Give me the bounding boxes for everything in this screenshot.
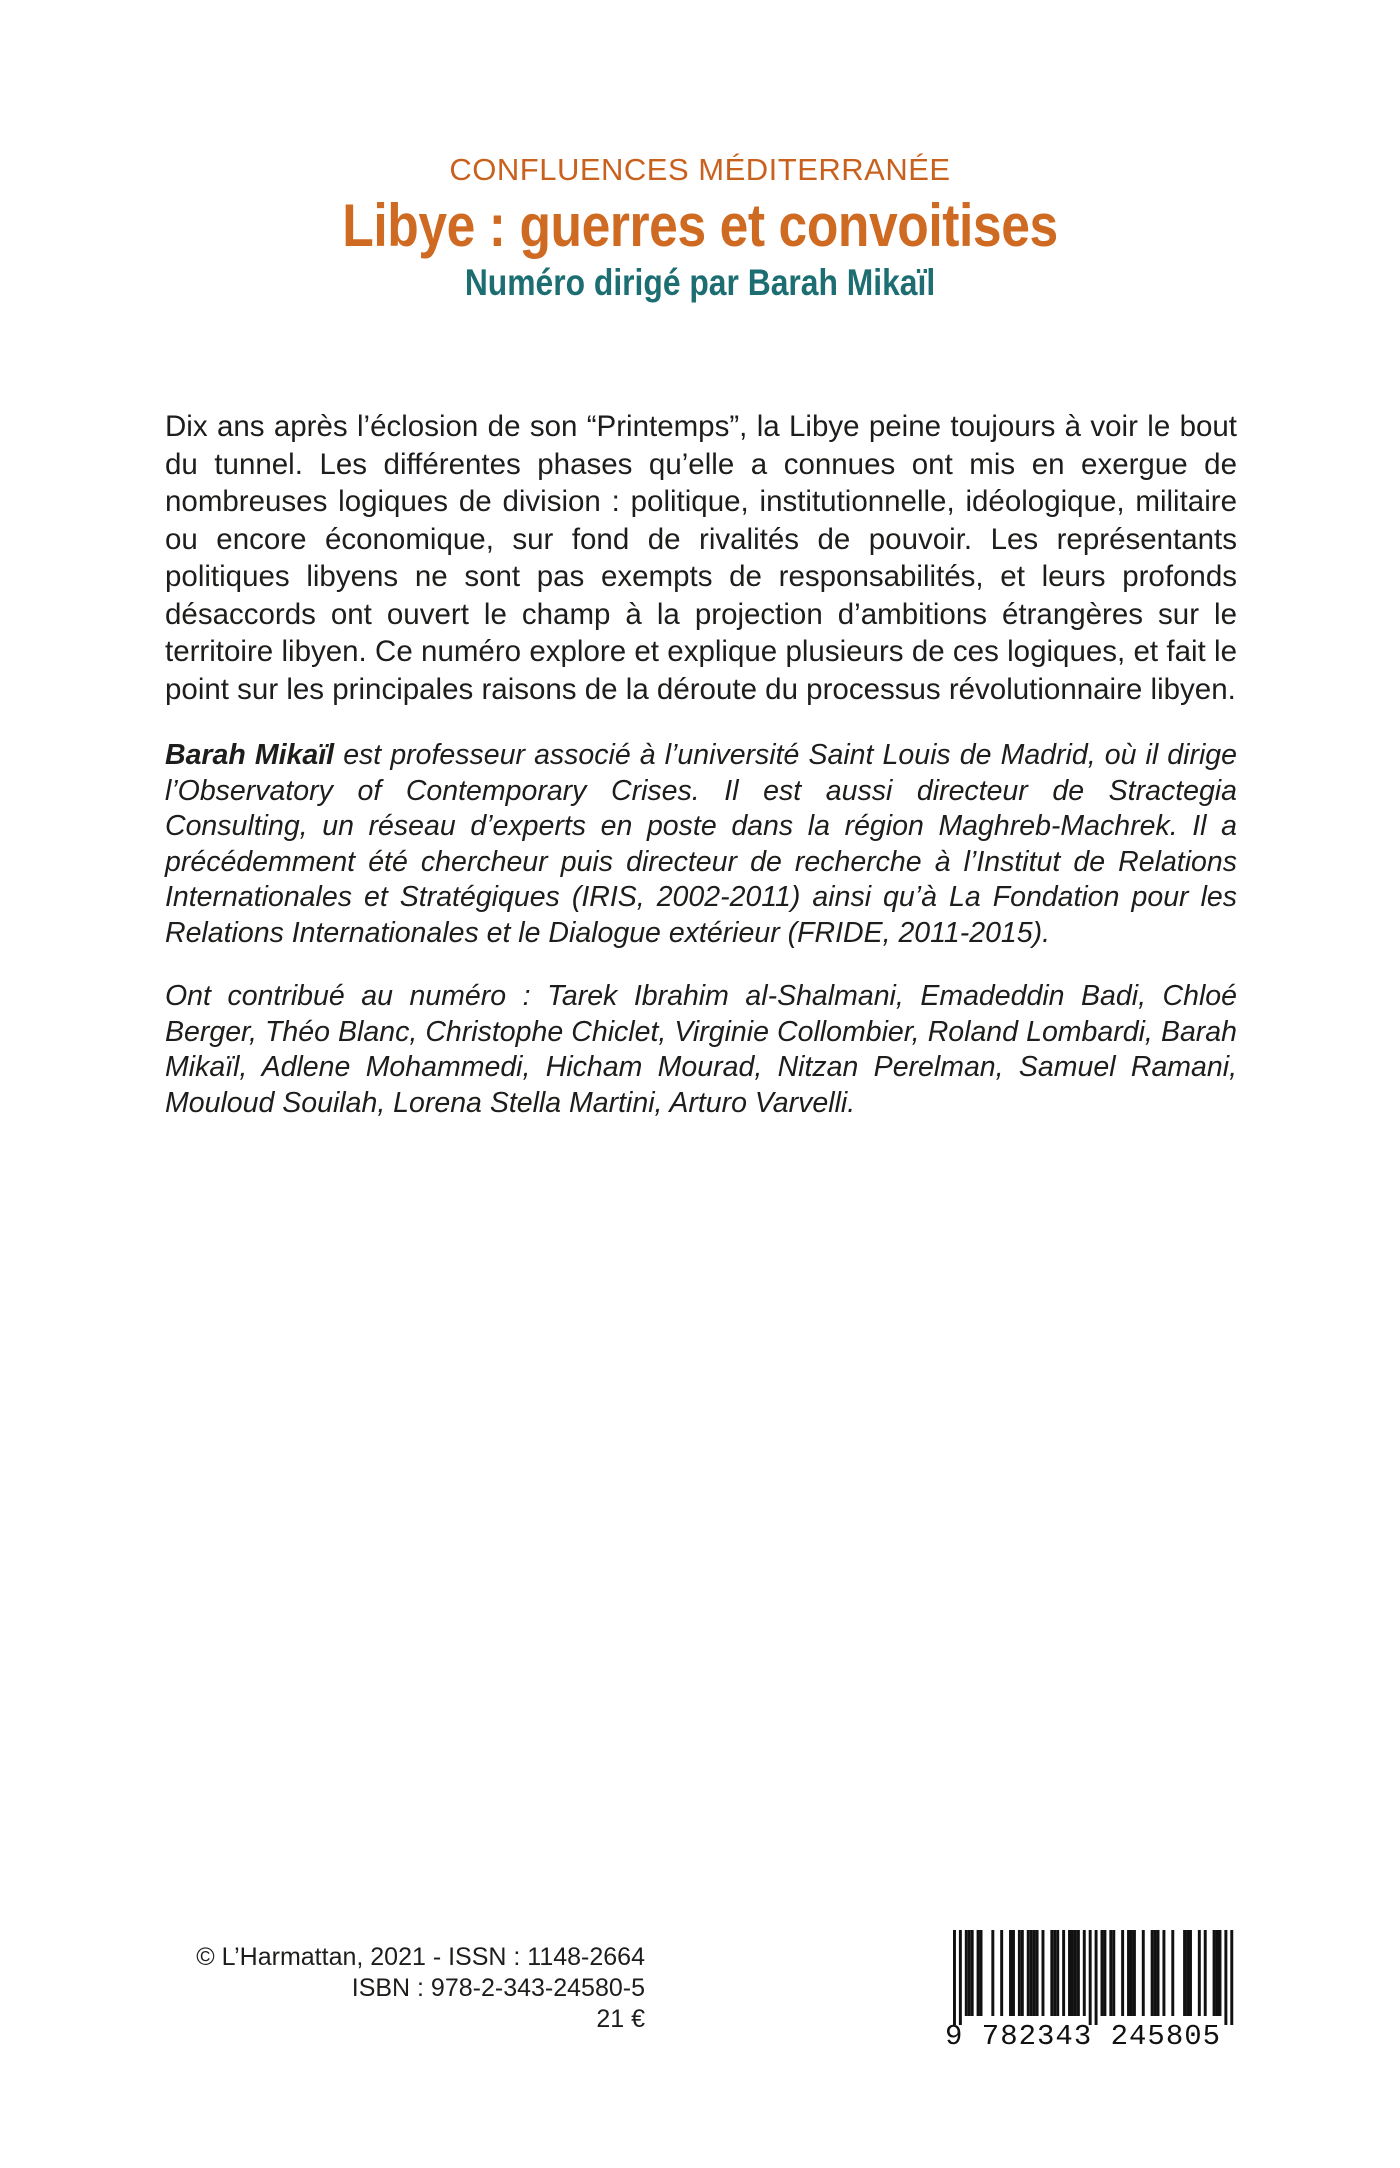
barcode-bar [1036,1930,1039,2016]
isbn-line: ISBN : 978-2-343-24580-5 [351,1974,645,2002]
barcode-bar [959,1930,962,2025]
barcode-bar [1068,1930,1071,2016]
barcode-bar [1157,1930,1160,2016]
barcode-bar [965,1930,968,2016]
barcode-bar [991,1930,994,2016]
cover-header [0,150,1400,306]
barcode-bar [1127,1930,1130,2016]
barcode-bar [1162,1930,1165,2016]
copyright-line: © L’Harmattan, 2021 - ISSN : 1148-2664 [196,1943,645,1971]
publication-info [165,1942,645,2035]
barcode-bar [1186,1930,1189,2016]
barcode-bar [1198,1930,1201,2016]
barcode-bar [980,1930,983,2016]
barcode-bar [1213,1930,1216,2016]
barcode-bar [1074,1930,1077,2016]
price-line: 21 € [596,2005,645,2033]
barcode-bar [1216,1930,1219,2016]
barcode-bar [1130,1930,1133,2016]
barcode-bar [1053,1930,1056,2016]
barcode-bar [1230,1930,1233,2025]
barcode-bar [1204,1930,1207,2016]
barcode-bar [1101,1930,1104,2016]
barcode-bar [1021,1930,1024,2016]
barcode-bar [1219,1930,1222,2016]
barcode-bar [1056,1930,1059,2016]
barcode-bar [1000,1930,1003,2016]
barcode-bar [1089,1930,1092,2025]
barcode-bar [1142,1930,1145,2016]
barcode-bar [977,1930,980,2016]
barcode-bar [1095,1930,1098,2025]
contributors-paragraph: Ont contribué au numéro : Tarek Ibrahim al-Shalmani, Emadeddin Badi, Chloé Berger, Théo Blanc, Christophe Chiclet, Virginie Collombier, Roland Lombardi, Barah Mikaïl, Adlene Mohammedi, Hicham Mourad, Nitzan Perelman, Samuel Ramani, Mouloud Souilah, Lorena Stella Martini, Arturo Varvelli. [165,980,1237,1119]
book-subtitle: Numéro dirigé par Barah Mikaïl [464,262,936,303]
barcode-bar [1109,1930,1112,2016]
author-bio [165,738,1237,951]
barcode-bar [1077,1930,1080,2016]
barcode-bar [1224,1930,1227,2025]
barcode-bar [1033,1930,1036,2016]
author-bio-text: est professeur associé à l’université Saint Louis de Madrid, où il dirige l’Observatory of Contemporary Crises. Il est aussi directeur de Stractegia Consulting, un réseau d’experts en poste dans la région Maghreb-Machrek. Il a précédemment été chercheur puis directeur de recherche à l’Institut de Relations Internationales et Stratégiques (IRIS, 2002-2011) ainsi qu’à La Fondation pour les Relations Internationales et le Dialogue extérieur (FRIDE, 2011-2015). [165,739,1237,949]
barcode-bar [971,1930,974,2016]
author-name: Barah Mikaïl [165,739,335,771]
barcode-bar [1050,1930,1053,2016]
barcode-bar [953,1930,956,2025]
barcode-bar [968,1930,971,2016]
summary-paragraph: Dix ans après l’éclosion de son “Printemps”, la Libye peine toujours à voir le bout du tunnel. Les différentes phases qu’elle a connues ont mis en exergue de nombreuses logiques de division : politique, institutionnelle, idéologique, militaire ou encore économique, sur fond de rivalités de pouvoir. Les représentants politiques libyens ne sont pas exempts de responsabilités, et leurs profonds désaccords ont ouvert le champ à la projection d’ambitions étrangères sur le territoire libyen. Ce numéro explore et explique plusieurs de ces logiques, et fait le point sur les principales raisons de la déroute du processus révolutionnaire libyen. [165,410,1237,706]
barcode-bar [1062,1930,1065,2016]
barcode-bar [1171,1930,1174,2016]
barcode-bar [1154,1930,1157,2016]
barcode-bar [1083,1930,1086,2016]
barcode-bar [1112,1930,1115,2016]
barcode-bar [1027,1930,1030,2016]
book-title: Libye : guerres et convoitises [342,192,1058,259]
barcode-bar [1151,1930,1154,2016]
barcode [945,1930,1235,2053]
barcode-bar [1189,1930,1192,2016]
barcode-bars [945,1930,1235,2025]
series-title: CONFLUENCES MÉDITERRANÉE [449,152,951,187]
back-cover-text [165,408,1237,1121]
barcode-bar [1042,1930,1045,2016]
barcode-bar [1121,1930,1124,2016]
barcode-bar [1018,1930,1021,2016]
barcode-bar [1012,1930,1015,2016]
barcode-bar [1183,1930,1186,2016]
barcode-bar [1103,1930,1106,2016]
barcode-bar [1133,1930,1136,2016]
barcode-bar [1071,1930,1074,2016]
barcode-bar [1030,1930,1033,2016]
barcode-digits: 9 782343 245805 [945,2020,1222,2053]
barcode-bar [1009,1930,1012,2016]
